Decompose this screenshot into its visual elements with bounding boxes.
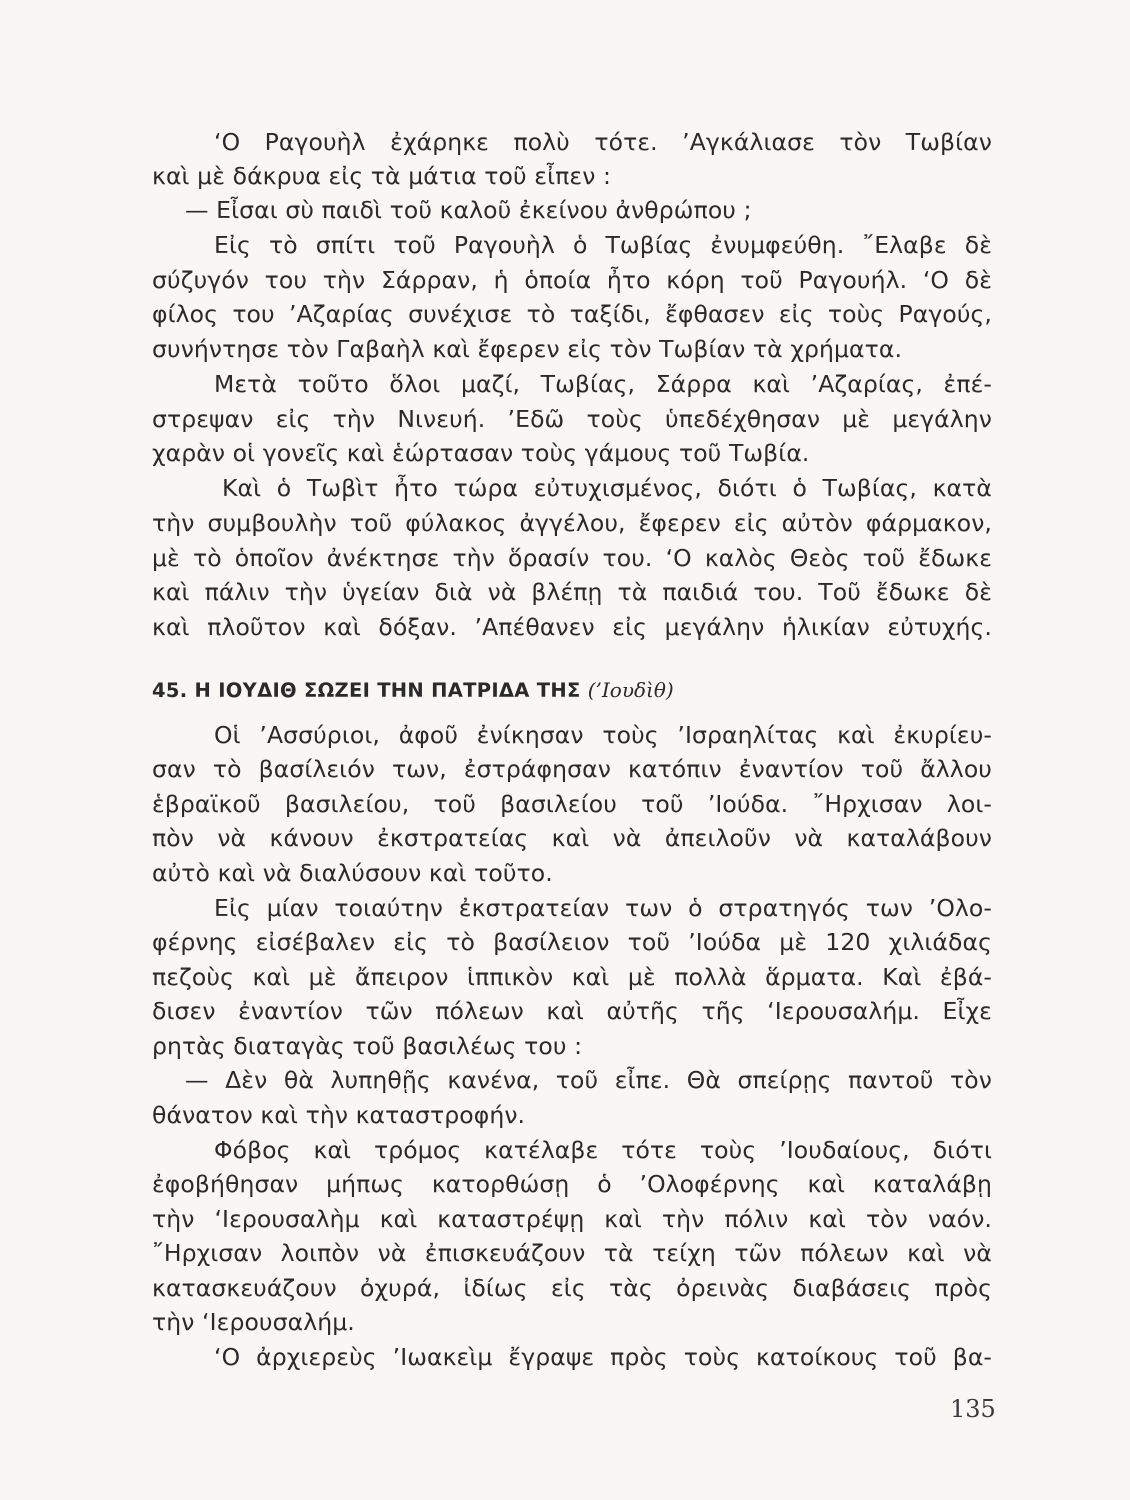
text-line: σύζυγόν του τὴν Σάρραν, ἡ ὁποία ἦτο κόρη τοῦ Ραγουήλ. ‘Ο δὲ — [152, 266, 992, 294]
text-line: τὴν συμβουλὴν τοῦ φύλακος ἀγγέλου, ἔφερεν εἰς αὐτὸν φάρμακον, — [152, 509, 992, 537]
section-heading-title: 45. Η ΙΟΥΔΙΘ ΣΩΖΕΙ ΤΗΝ ΠΑΤΡΙΔΑ ΤΗΣ — [152, 679, 581, 702]
text-line: Εἰς τὸ σπίτι τοῦ Ραγουὴλ ὁ Τωβίας ἐνυμφεύθη. ῎Ελαβε δὲ — [214, 231, 992, 259]
text-line: σαν τὸ βασίλειόν των, ἐστράφησαν κατόπιν ἐναντίον τοῦ ἄλλου — [152, 755, 992, 783]
text-line: πεζοὺς καὶ μὲ ἄπειρον ἱππικὸν καὶ μὲ πολλὰ ἅρματα. Καὶ ἐβά- — [152, 963, 992, 991]
text-line: καὶ πάλιν τὴν ὑγείαν διὰ νὰ βλέπῃ τὰ παιδιά του. Τοῦ ἔδωκε δὲ — [152, 578, 992, 606]
text-line: φίλος του ’Αζαρίας συνέχισε τὸ ταξίδι, ἔφθασεν εἰς τοὺς Ραγούς, — [152, 300, 992, 328]
section-heading — [152, 672, 674, 708]
text-line: καὶ πλοῦτον καὶ δόξαν. ’Απέθανεν εἰς μεγάλην ἡλικίαν εὐτυχής. — [152, 613, 992, 641]
text-line: κατασκευάζουν ὀχυρά, ἰδίως εἰς τὰς ὀρεινὰς διαβάσεις πρὸς — [152, 1274, 992, 1302]
text-line: Φόβος καὶ τρόμος κατέλαβε τότε τοὺς ’Ιουδαίους, διότι — [214, 1136, 992, 1164]
text-line: συνήντησε τὸν Γαβαὴλ καὶ ἔφερεν εἰς τὸν Τωβίαν τὰ χρήματα. — [152, 335, 903, 363]
text-line: δισεν ἐναντίον τῶν πόλεων καὶ αὐτῆς τῆς ‘Ιερουσαλήμ. Εἶχε — [152, 997, 992, 1025]
text-line: — Δὲν θὰ λυπηθῇς κανένα, τοῦ εἶπε. Θὰ σπείρῃς παντοῦ τὸν — [185, 1066, 992, 1094]
section-heading-source: (’Ιουδὶθ) — [587, 678, 674, 702]
text-line: θάνατον καὶ τὴν καταστροφήν. — [152, 1101, 526, 1129]
text-line: ἑβραϊκοῦ βασιλείου, τοῦ βασιλείου τοῦ ’Ιούδα. ῎Ηρχισαν λοι- — [152, 790, 992, 818]
text-line: ‘Ο ἀρχιερεὺς ’Ιωακεὶμ ἔγραψε πρὸς τοὺς κατοίκους τοῦ βα- — [214, 1343, 992, 1371]
text-line: Μετὰ τοῦτο ὅλοι μαζί, Τωβίας, Σάρρα καὶ ’Αζαρίας, ἐπέ- — [214, 370, 992, 398]
text-line: τὴν ‘Ιερουσαλὴμ καὶ καταστρέψῃ καὶ τὴν πόλιν καὶ τὸν ναόν. — [152, 1205, 992, 1233]
text-line: — Εἶσαι σὺ παιδὶ τοῦ καλοῦ ἐκείνου ἀνθρώπου ; — [185, 196, 752, 224]
page-number: 135 — [950, 1395, 996, 1423]
text-line: Οἱ ’Ασσύριοι, ἀφοῦ ἐνίκησαν τοὺς ’Ισραηλίτας καὶ ἐκυρίευ- — [214, 721, 992, 749]
text-line: αὐτὸ καὶ νὰ διαλύσουν καὶ τοῦτο. — [152, 859, 553, 887]
text-line: χαρὰν οἱ γονεῖς καὶ ἑώρτασαν τοὺς γάμους τοῦ Τωβία. — [152, 439, 810, 467]
text-line: τὴν ‘Ιερουσαλήμ. — [152, 1308, 355, 1336]
text-line: ‘Ο Ραγουὴλ ἐχάρηκε πολὺ τότε. ’Αγκάλιασε τὸν Τωβίαν — [214, 128, 992, 156]
text-line: Καὶ ὁ Τωβὶτ ἦτο τώρα εὐτυχισμένος, διότι ὁ Τωβίας, κατὰ — [222, 474, 992, 502]
text-line: ῎Ηρχισαν λοιπὸν νὰ ἐπισκευάζουν τὰ τείχη τῶν πόλεων καὶ νὰ — [152, 1239, 992, 1267]
text-line: ἐφοβήθησαν μήπως κατορθώσῃ ὁ ’Ολοφέρνης καὶ καταλάβῃ — [152, 1170, 992, 1198]
text-line: πὸν νὰ κάνουν ἐκστρατείας καὶ νὰ ἀπειλοῦν νὰ καταλάβουν — [152, 824, 992, 852]
text-line: μὲ τὸ ὁποῖον ἀνέκτησε τὴν ὅρασίν του. ‘Ο καλὸς Θεὸς τοῦ ἔδωκε — [152, 544, 992, 572]
text-line: ρητὰς διαταγὰς τοῦ βασιλέως του : — [152, 1032, 583, 1060]
text-line: καὶ μὲ δάκρυα εἰς τὰ μάτια τοῦ εἶπεν : — [152, 162, 612, 190]
text-line: φέρνης εἰσέβαλεν εἰς τὸ βασίλειον τοῦ ’Ιούδα μὲ 120 χιλιάδας — [152, 928, 992, 956]
text-line: Εἰς μίαν τοιαύτην ἐκστρατείαν των ὁ στρατηγός των ’Ολο- — [214, 894, 992, 922]
text-line: στρεψαν εἰς τὴν Νινευή. ’Εδῶ τοὺς ὑπεδέχθησαν μὲ μεγάλην — [152, 405, 992, 433]
